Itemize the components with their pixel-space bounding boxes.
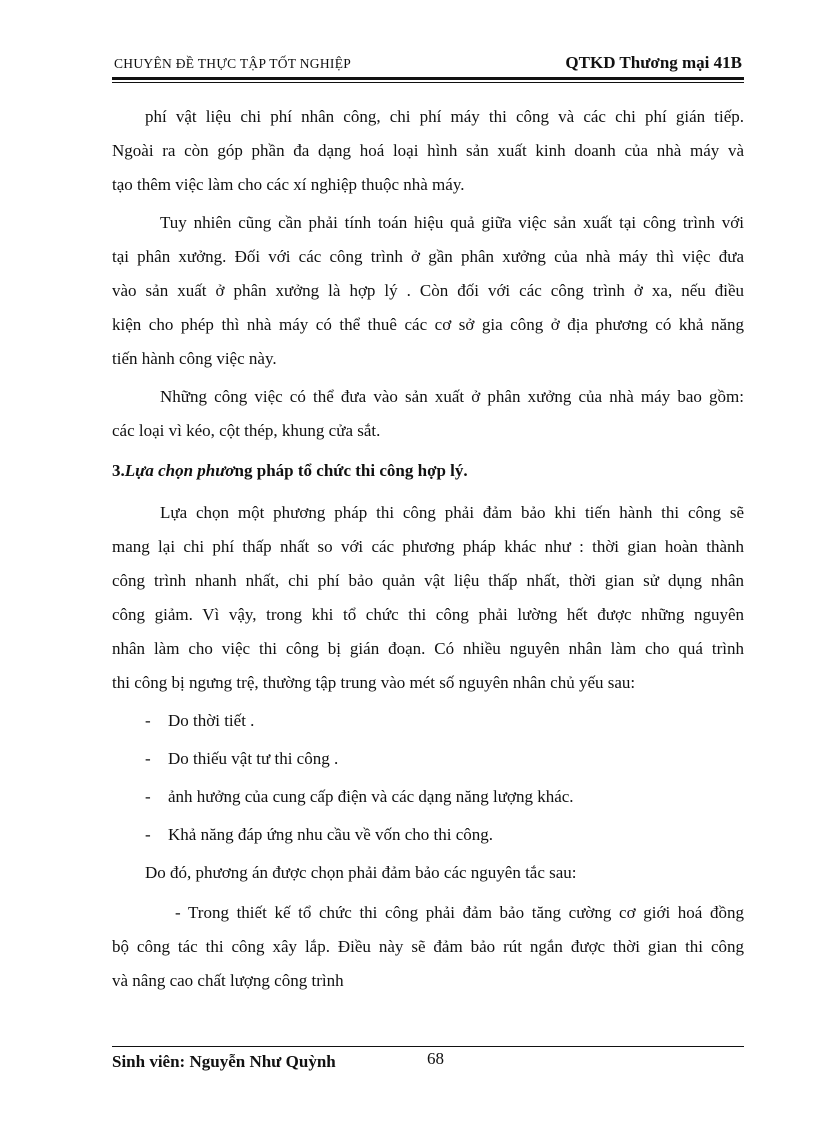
section-heading-rest: ng pháp tổ chức thi công hợp lý. <box>234 461 468 480</box>
body-line: Lựa chọn một phương pháp thi công phải đảm bảo khi tiến hành thi công sẽ <box>160 503 744 522</box>
section-heading-italic: Lựa chọn phươ <box>124 461 235 480</box>
page-number: 68 <box>427 1049 444 1068</box>
page-header <box>112 52 744 76</box>
body-line: Ngoài ra còn góp phần đa dạng hoá loại hình sản xuất kinh doanh của nhà máy và <box>112 141 744 160</box>
bullet-dash: - <box>145 711 151 730</box>
body-line: và nâng cao chất lượng công trình <box>112 971 344 990</box>
body-line: Những công việc có thể đưa vào sản xuất ở phân xưởng của nhà máy bao gồm: <box>160 387 744 406</box>
header-rule-thin <box>112 82 744 83</box>
bullet-item: ảnh hưởng của cung cấp điện và các dạng năng lượng khác. <box>168 787 574 806</box>
bullet-dash: - <box>145 825 151 844</box>
section-heading-number: 3. <box>112 461 125 480</box>
body-line: thi công bị ngưng trệ, thường tập trung vào mét số nguyên nhân chủ yếu sau: <box>112 673 636 692</box>
body-line: công giảm. Vì vậy, trong khi tổ chức thi công phải lường hết được những nguyên <box>112 605 744 624</box>
bullet-item: Khả năng đáp ứng nhu cầu về vốn cho thi công. <box>168 825 494 844</box>
body-line: - Trong thiết kế tổ chức thi công phải đảm bảo tăng cường cơ giới hoá đồng <box>175 903 744 922</box>
body-line: nhân làm cho việc thi công bị gián đoạn. Có nhiều nguyên nhân làm cho quá trình <box>112 639 744 658</box>
body-line: phí vật liệu chi phí nhân công, chi phí máy thi công và các chi phí gián tiếp. <box>145 107 744 126</box>
body-line: vào sản xuất ở phân xưởng là hợp lý . Còn đối với các công trình ở xa, nếu điều <box>112 281 744 300</box>
header-class: QTKD Thương mại 41B <box>565 53 742 72</box>
body-line: các loại vì kéo, cột thép, khung cửa sắt. <box>112 421 381 440</box>
body-line: tiến hành công việc này. <box>112 349 277 368</box>
body-line: Tuy nhiên cũng cần phải tính toán hiệu quả giữa việc sản xuất tại công trình với <box>160 213 744 232</box>
body-line: mang lại chi phí thấp nhất so với các phương pháp khác như : thời gian hoàn thành <box>112 537 744 556</box>
footer-rule <box>112 1046 744 1047</box>
body-line: công trình nhanh nhất, chi phí bảo quản vật liệu thấp nhất, thời gian sử dụng nhân <box>112 571 744 590</box>
bullet-dash: - <box>145 787 151 806</box>
footer-student-name: Sinh viên: Nguyễn Như Quỳnh <box>112 1052 336 1071</box>
bullet-item: Do thời tiết . <box>168 711 255 730</box>
header-rule-thick <box>112 77 744 80</box>
body-line: bộ công tác thi công xây lắp. Điều này sẽ đảm bảo rút ngắn được thời gian thi công <box>112 937 744 956</box>
bullet-dash: - <box>145 749 151 768</box>
header-title: CHUYÊN ĐỀ THỰC TẬP TỐT NGHIỆP <box>114 56 352 71</box>
body-line: kiện cho phép thì nhà máy có thể thuê các cơ sở gia công ở địa phương có khả năng <box>112 315 744 334</box>
body-line: Do đó, phương án được chọn phải đảm bảo các nguyên tắc sau: <box>145 863 577 882</box>
body-line: tạo thêm việc làm cho các xí nghiệp thuộc nhà máy. <box>112 175 465 194</box>
bullet-item: Do thiếu vật tư thi công . <box>168 749 339 768</box>
section-heading <box>112 460 468 482</box>
body-line: tại phân xưởng. Đối với các công trình ở gần phân xưởng của nhà máy thì việc đưa <box>112 247 744 266</box>
